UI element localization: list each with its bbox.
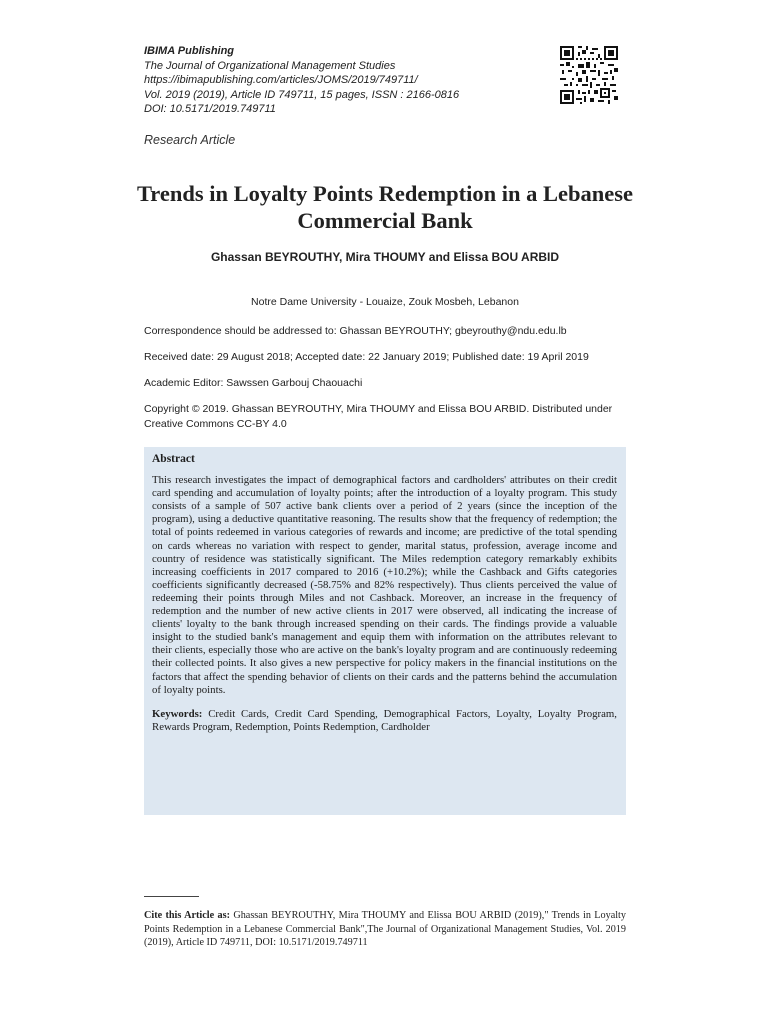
- citation-text: Ghassan BEYROUTHY, Mira THOUMY and Elissa BOU ARBID (2019)," Trends in Loyalty Points Redemption in a Lebanese Commercial Bank",The Journal of Organizational Management Studies, Vol. 2019 (2019), Article ID 749711, DOI: 10.5171/2019.749711: [144, 910, 626, 948]
- journal-name: The Journal of Organizational Management Studies: [144, 59, 396, 72]
- publication-dates: Received date: 29 August 2018; Accepted date: 22 January 2019; Published date: 19 April 2019: [144, 351, 589, 363]
- keywords-list: Credit Cards, Credit Card Spending, Demographical Factors, Loyalty, Loyalty Program, Rewards Program, Redemption, Points Redemption, Cardholder: [152, 707, 617, 733]
- article-url[interactable]: https://ibimapublishing.com/articles/JOMS/2019/749711/: [144, 74, 418, 86]
- academic-editor: Academic Editor: Sawssen Garbouj Chaouachi: [144, 377, 363, 389]
- affiliation: Notre Dame University - Louaize, Zouk Mosbeh, Lebanon: [251, 296, 519, 308]
- abstract-box: [144, 447, 626, 815]
- journal-header: [144, 44, 504, 117]
- keywords-label: Keywords:: [152, 707, 203, 720]
- correspondence: Correspondence should be addressed to: Ghassan BEYROUTHY; gbeyrouthy@ndu.edu.lb: [144, 325, 567, 337]
- authors: Ghassan BEYROUTHY, Mira THOUMY and Elissa BOU ARBID: [210, 250, 560, 264]
- citation: [144, 909, 626, 950]
- copyright-notice: Copyright © 2019. Ghassan BEYROUTHY, Mira THOUMY and Elissa BOU ARBID. Distributed under Creative Commons CC-BY 4.0: [144, 403, 613, 430]
- citation-label: Cite this Article as:: [144, 910, 230, 921]
- qr-code-icon: [560, 46, 618, 104]
- volume-info: Vol. 2019 (2019), Article ID 749711, 15 pages, ISSN : 2166-0816: [144, 88, 460, 101]
- doi: DOI: 10.5171/2019.749711: [144, 103, 276, 115]
- footnote-divider: [144, 896, 199, 897]
- article-title: Trends in Loyalty Points Redemption in a Lebanese Commercial Bank: [136, 181, 634, 233]
- abstract-text: This research investigates the impact of demographical factors and cardholders' attributes on their credit card spending and accumulation of loyalty points; after the introduction of a loyalty program. This study consists of a sample of 507 active bank clients over a period of 2 years (since the inception of the program), using a deductive quantitative reasoning. The results show that the frequency of redemption; the total of points redeemed in various categories of rewards and income; are predictive of the total spending on cards whereas no variation with respect to gender, marital status, profession, average income and country of residence was statistically significant. The Miles redemption category remarkably exhibits increasing coefficients in 2017 compared to 2016 (+10.2%); while the Cashback and Gifts categories coefficients significantly decreased (-58.75% and 82% respectively). Thus clients perceived the value of redeeming their points through Miles and not Cashback. Moreover, an increase in the frequency of redemption and the number of new active clients in 2017 were observed, all indicating the increase of clients' loyalty to the bank through increased spending on their cards. The findings provide a valuable insight to the studied bank's management and equip them with information on the attributes relevant to their clients, especially those who are active on the bank's loyalty program and are continuously redeeming their collected points. It also gives a new perspective for policy makers in the financial institutions on the factors that affect the spending behavior of clients on their cards and the patterns behind the accumulation of loyalty points.: [152, 474, 617, 696]
- publisher-name: IBIMA Publishing: [144, 45, 235, 57]
- article-type: Research Article: [144, 133, 236, 147]
- keywords: [152, 708, 617, 734]
- abstract-heading: Abstract: [152, 453, 195, 465]
